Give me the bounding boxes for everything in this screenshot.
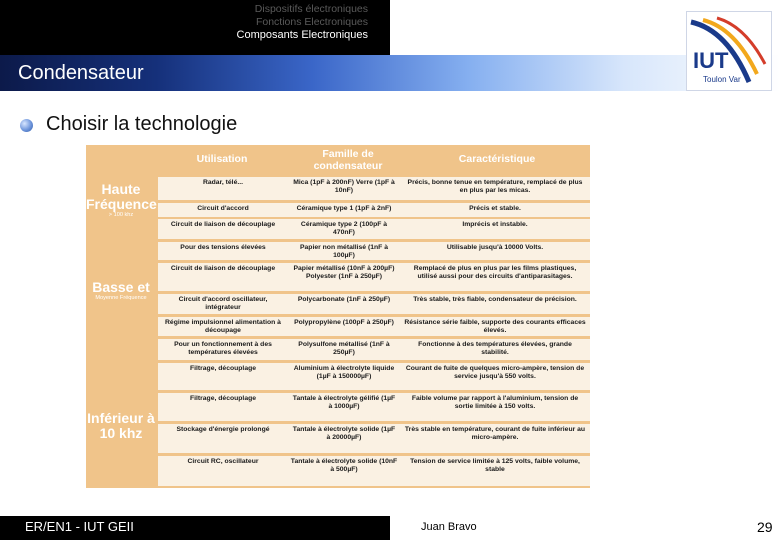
cell-famille: Polysulfone métallisé (1nF à 250µF): [298, 341, 390, 357]
cell-famille: Tantale à électrolyte solide (1µF à 20000µF): [292, 426, 396, 442]
cell-caracteristique: Très stable, très fiable, condensateur de précision.: [413, 296, 577, 303]
nav-item-fonctions: Fonctions Electroniques: [255, 16, 368, 28]
cell-caracteristique: Précis, bonne tenue en température, remplacé de plus en plus par les micas.: [407, 179, 583, 195]
nav-item-composants: Composants Electroniques: [236, 29, 368, 41]
header-nav: [0, 3, 390, 42]
cell-caracteristique: Résistance série faible, supporte des courants efficaces élevés.: [404, 319, 586, 335]
cell-utilisation: Régime impulsionnel alimentation à découpage: [165, 319, 281, 335]
footer-course: ER/EN1 - IUT GEII: [25, 519, 134, 534]
side-inferieur: [86, 411, 156, 441]
side-inferieur-label: Inférieur à 10 khz: [87, 410, 155, 441]
cell-caracteristique: Remplacé de plus en plus par les films plastiques, utilisé aussi pour des circuits d'antiparasitages.: [413, 265, 577, 281]
header-utilisation: Utilisation: [196, 153, 248, 165]
cell-caracteristique: Faible volume par rapport à l'aluminium, tension de sortie limitée à 150 volts.: [411, 395, 579, 411]
side-haute-sub: > 100 khz: [108, 212, 134, 218]
cell-famille: Tantale à électrolyte solide (10nF à 500µF): [290, 458, 398, 474]
cell-famille: Polycarbonate (1nF à 250µF): [297, 296, 391, 303]
cell-utilisation: Filtrage, découplage: [189, 365, 257, 372]
logo-subtitle: Toulon Var: [703, 75, 741, 84]
bullet-text: Choisir la technologie: [46, 113, 238, 135]
cell-utilisation: Radar, télé...: [202, 179, 244, 186]
capacitor-table: [86, 145, 590, 488]
logo-text: IUT: [693, 48, 729, 73]
footer-page-number: 29: [757, 519, 773, 535]
iut-logo: [686, 11, 772, 91]
cell-caracteristique: Fonctionne à des températures élevées, grande stabilité.: [418, 341, 572, 357]
iut-logo-graphic: [687, 12, 773, 92]
cell-caracteristique: Très stable en température, courant de fuite inférieur au micro-ampère.: [404, 426, 586, 442]
bullet-icon: [20, 119, 33, 132]
cell-famille: Papier non métallisé (1nF à 100µF): [299, 244, 388, 260]
cell-utilisation: Pour un fonctionnement à des températures élevées: [174, 341, 272, 357]
side-haute-label: Haute Fréquence: [86, 181, 157, 212]
side-basse-sub: Moyenne Fréquence: [95, 295, 147, 301]
cell-caracteristique: Précis et stable.: [469, 205, 521, 212]
cell-famille: Polypropylène (100pF à 250µF): [294, 319, 394, 326]
cell-caracteristique: Courant de fuite de quelques micro-ampère, tension de service jusqu'à 550 volts.: [405, 365, 585, 381]
cell-famille: Aluminium à électrolyte liquide (1µF à 150000µF): [293, 365, 395, 381]
nav-item-dispositifs: Dispositifs électroniques: [254, 3, 368, 15]
cell-caracteristique: Imprécis et instable.: [462, 221, 528, 228]
cell-utilisation: Circuit d'accord oscillateur, intégrateur: [178, 296, 268, 312]
side-basse-label: Basse et: [92, 279, 150, 295]
header-famille: Famille de condensateur: [313, 148, 383, 172]
cell-famille: Tantale à électrolyte gélifié (1µF à 1000µF): [292, 395, 396, 411]
cell-utilisation: Filtrage, découplage: [189, 395, 257, 402]
cell-utilisation: Circuit RC, oscillateur: [187, 458, 259, 465]
cell-utilisation: Pour des tensions élevées: [180, 244, 266, 251]
cell-utilisation: Stockage d'énergie prolongé: [176, 426, 270, 433]
header-caracteristique: Caractéristique: [458, 153, 536, 165]
side-basse-frequence: [86, 280, 156, 302]
cell-famille: Papier métallisé (10nF à 200µF) Polyester (1nF à 250µF): [293, 265, 395, 281]
footer-author: Juan Bravo: [421, 521, 477, 533]
cell-famille: Céramique type 1 (1pF à 2nF): [296, 205, 392, 212]
cell-caracteristique: Utilisable jusqu'à 10000 Volts.: [446, 244, 544, 251]
cell-famille: Mica (1pF à 200nF) Verre (1pF à 10nF): [293, 179, 395, 195]
slide-title: Condensateur: [18, 62, 144, 84]
cell-caracteristique: Tension de service limitée à 125 volts, faible volume, stable: [410, 458, 580, 474]
cell-utilisation: Circuit d'accord: [197, 205, 249, 212]
cell-utilisation: Circuit de liaison de découplage: [170, 221, 276, 228]
side-haute-frequence: [86, 182, 156, 219]
cell-utilisation: Circuit de liaison de découplage: [170, 265, 276, 272]
cell-famille: Céramique type 2 (100pF à 470nF): [300, 221, 388, 237]
